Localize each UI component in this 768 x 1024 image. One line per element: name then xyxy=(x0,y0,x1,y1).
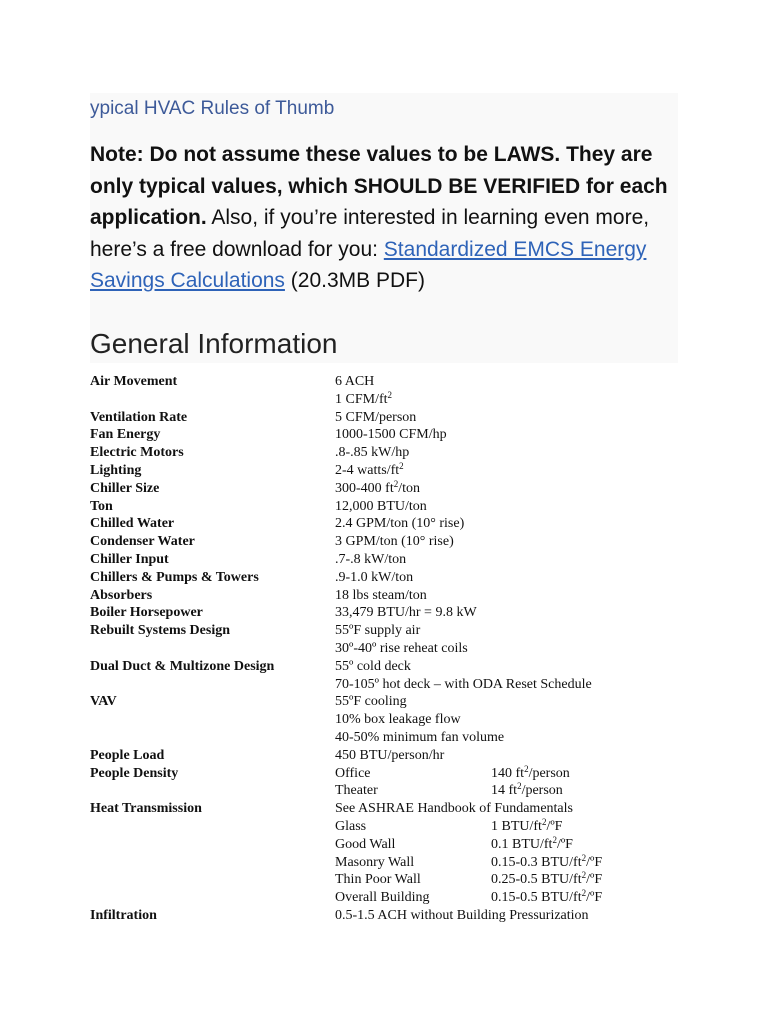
row-label: Dual Duct & Multizone Design xyxy=(90,658,275,674)
row-value xyxy=(335,533,454,551)
row-value-secondary-tail: /person xyxy=(528,765,570,781)
row-value xyxy=(335,587,427,605)
row-value xyxy=(335,426,447,444)
table-row xyxy=(90,551,690,569)
rules-table xyxy=(90,373,690,925)
row-value xyxy=(335,551,406,569)
row-value-secondary-sup: 2 xyxy=(552,834,557,845)
row-value-secondary-text: 0.25-0.5 BTU/ft xyxy=(491,872,582,888)
table-row xyxy=(90,480,690,498)
row-label: Boiler Horsepower xyxy=(90,605,203,621)
table-row xyxy=(90,871,690,889)
row-value-text: 12,000 BTU/ton xyxy=(335,498,427,514)
row-label: Chilled Water xyxy=(90,516,175,532)
table-row xyxy=(90,533,690,551)
table-row xyxy=(90,444,690,462)
row-value xyxy=(335,409,416,427)
row-value xyxy=(335,676,592,694)
row-value-text: 33,479 BTU/hr = 9.8 kW xyxy=(335,605,477,621)
table-row xyxy=(90,587,690,605)
row-value-text: 1000-1500 CFM/hp xyxy=(335,427,447,443)
row-value-text: Theater xyxy=(335,783,378,799)
row-value xyxy=(335,462,404,480)
row-value xyxy=(335,907,589,925)
row-label: People Load xyxy=(90,747,165,763)
table-row xyxy=(90,765,690,783)
row-value-secondary-sup: 2 xyxy=(581,888,587,899)
row-value xyxy=(335,569,413,587)
table-row xyxy=(90,907,690,925)
row-value xyxy=(335,818,366,836)
row-value xyxy=(335,889,430,907)
row-label: Lighting xyxy=(90,462,142,478)
row-label: Electric Motors xyxy=(90,445,184,461)
row-value-text: 70-105º hot deck – with ODA Reset Schedule xyxy=(335,676,592,692)
table-row xyxy=(90,889,690,907)
row-value-secondary-sup: 2 xyxy=(581,852,587,863)
row-value-secondary-sup: 2 xyxy=(524,763,529,774)
row-label: Fan Energy xyxy=(90,427,161,443)
row-value-secondary xyxy=(491,782,563,800)
row-label: VAV xyxy=(90,694,117,710)
row-value-secondary-text: 0.15-0.5 BTU/ft xyxy=(491,890,582,906)
row-value-secondary-text: 14 ft xyxy=(491,783,518,799)
row-value-secondary-text: 0.15-0.3 BTU/ft xyxy=(491,854,582,870)
row-value-secondary-tail: /ºF xyxy=(586,872,603,888)
row-value-sup: 2 xyxy=(387,389,393,400)
row-value-text: Office xyxy=(335,765,371,781)
row-value-secondary-sup: 2 xyxy=(517,781,522,792)
row-value-secondary xyxy=(491,836,573,854)
row-label: Rebuilt Systems Design xyxy=(90,623,231,639)
row-value-secondary-text: 140 ft xyxy=(491,765,525,781)
row-value xyxy=(335,711,461,729)
row-value xyxy=(335,765,371,783)
row-value-secondary xyxy=(491,818,562,836)
table-row xyxy=(90,462,690,480)
row-label: Heat Transmission xyxy=(90,801,202,817)
table-row xyxy=(90,729,690,747)
row-value-text: 18 lbs steam/ton xyxy=(335,587,427,603)
download-link[interactable]: Standardized EMCS Energy Savings Calculations xyxy=(90,237,647,292)
row-value xyxy=(335,498,427,516)
row-value-text: 450 BTU/person/hr xyxy=(335,747,445,763)
row-value-text: 55ºF cooling xyxy=(335,694,407,710)
row-value-secondary-tail: /person xyxy=(521,783,563,799)
table-row xyxy=(90,409,690,427)
row-value-secondary-tail: /ºF xyxy=(546,818,563,834)
table-row xyxy=(90,426,690,444)
row-value-text: Overall Building xyxy=(335,890,430,906)
row-value-secondary xyxy=(491,854,602,872)
table-row xyxy=(90,711,690,729)
row-value-text: .9-1.0 kW/ton xyxy=(335,569,414,585)
table-row xyxy=(90,676,690,694)
row-value-text: .8-.85 kW/hp xyxy=(335,445,410,461)
row-value-secondary-tail: /ºF xyxy=(556,836,573,852)
table-row xyxy=(90,604,690,622)
row-value-secondary-sup: 2 xyxy=(581,870,587,881)
row-label: Air Movement xyxy=(90,374,178,389)
table-row xyxy=(90,498,690,516)
row-value-text: 300-400 ft xyxy=(335,480,394,496)
row-value-text: 55ºF supply air xyxy=(335,623,421,639)
row-label: Condenser Water xyxy=(90,534,195,550)
page-title: ypical HVAC Rules of Thumb xyxy=(90,98,335,119)
row-value-text: 1 CFM/ft xyxy=(335,391,388,407)
table-row xyxy=(90,515,690,533)
row-value xyxy=(335,729,504,747)
row-value-secondary-text: 0.1 BTU/ft xyxy=(491,836,553,852)
row-value xyxy=(335,782,378,800)
row-value xyxy=(335,854,414,872)
row-value-text: 40-50% minimum fan volume xyxy=(335,729,505,745)
row-value-text: 2-4 watts/ft xyxy=(335,462,400,478)
table-row xyxy=(90,836,690,854)
row-value xyxy=(335,836,395,854)
row-value-secondary-tail: /ºF xyxy=(586,890,603,906)
row-value-text: See ASHRAE Handbook of Fundamentals xyxy=(335,801,573,817)
table-row xyxy=(90,693,690,711)
row-value xyxy=(335,658,411,676)
section-heading: General Information xyxy=(90,328,338,359)
row-label: Chiller Input xyxy=(90,551,169,567)
row-value xyxy=(335,373,374,391)
row-label: Chiller Size xyxy=(90,480,160,496)
row-label: Chillers & Pumps & Towers xyxy=(90,569,259,585)
row-value-text: Thin Poor Wall xyxy=(335,872,421,888)
table-row xyxy=(90,373,690,391)
row-value xyxy=(335,515,464,533)
row-value-text: 55º cold deck xyxy=(335,658,411,674)
table-row xyxy=(90,800,690,818)
note-bold-text: Note: Do not assume these values to be LAWS. They are only typical values, which SHOULD BE VERIFIED for each application. xyxy=(90,143,668,229)
row-label: Ton xyxy=(90,498,113,514)
row-value xyxy=(335,871,421,889)
row-value-secondary-sup: 2 xyxy=(541,816,547,827)
row-value-text: .7-.8 kW/ton xyxy=(335,551,407,567)
row-value-text: 5 CFM/person xyxy=(335,409,417,425)
row-value-tail: /ton xyxy=(398,480,420,496)
table-row xyxy=(90,569,690,587)
row-value-sup: 2 xyxy=(399,460,404,471)
row-label: Ventilation Rate xyxy=(90,409,188,425)
row-value-text: Masonry Wall xyxy=(335,854,415,870)
row-value-secondary xyxy=(491,765,570,783)
row-value-text: 2.4 GPM/ton (10° rise) xyxy=(335,516,465,532)
row-value-text: Good Wall xyxy=(335,836,396,852)
row-value-text: 6 ACH xyxy=(335,374,375,389)
row-value xyxy=(335,391,392,409)
row-value-text: 10% box leakage flow xyxy=(335,712,461,728)
table-row xyxy=(90,747,690,765)
row-value-text: 0.5-1.5 ACH without Building Pressurization xyxy=(335,907,589,923)
row-value xyxy=(335,640,468,658)
row-value xyxy=(335,444,409,462)
table-row xyxy=(90,818,690,836)
note-after-link: (20.3MB PDF) xyxy=(284,269,425,292)
note-paragraph xyxy=(90,139,690,297)
table-row xyxy=(90,391,690,409)
row-value xyxy=(335,604,477,622)
row-value xyxy=(335,622,420,640)
row-value-text: Glass xyxy=(335,818,367,834)
row-value xyxy=(335,747,444,765)
row-value-text: 3 GPM/ton (10° rise) xyxy=(335,534,454,550)
row-value xyxy=(335,693,407,711)
row-label: Absorbers xyxy=(90,587,153,603)
table-row xyxy=(90,622,690,640)
row-value-secondary xyxy=(491,889,602,907)
row-value-secondary xyxy=(491,871,602,889)
table-row xyxy=(90,782,690,800)
row-value-secondary-tail: /ºF xyxy=(586,854,603,870)
table-row xyxy=(90,658,690,676)
table-row xyxy=(90,854,690,872)
row-value-sup: 2 xyxy=(393,478,399,489)
row-label: People Density xyxy=(90,765,179,781)
table-row xyxy=(90,640,690,658)
row-label: Infiltration xyxy=(90,907,157,923)
row-value-text: 30º-40º rise reheat coils xyxy=(335,640,468,656)
row-value xyxy=(335,800,573,818)
row-value-secondary-text: 1 BTU/ft xyxy=(491,818,542,834)
note-text: Also, if you’re interested in learning even more, here’s a free download for you: xyxy=(90,206,650,261)
row-value xyxy=(335,480,420,498)
